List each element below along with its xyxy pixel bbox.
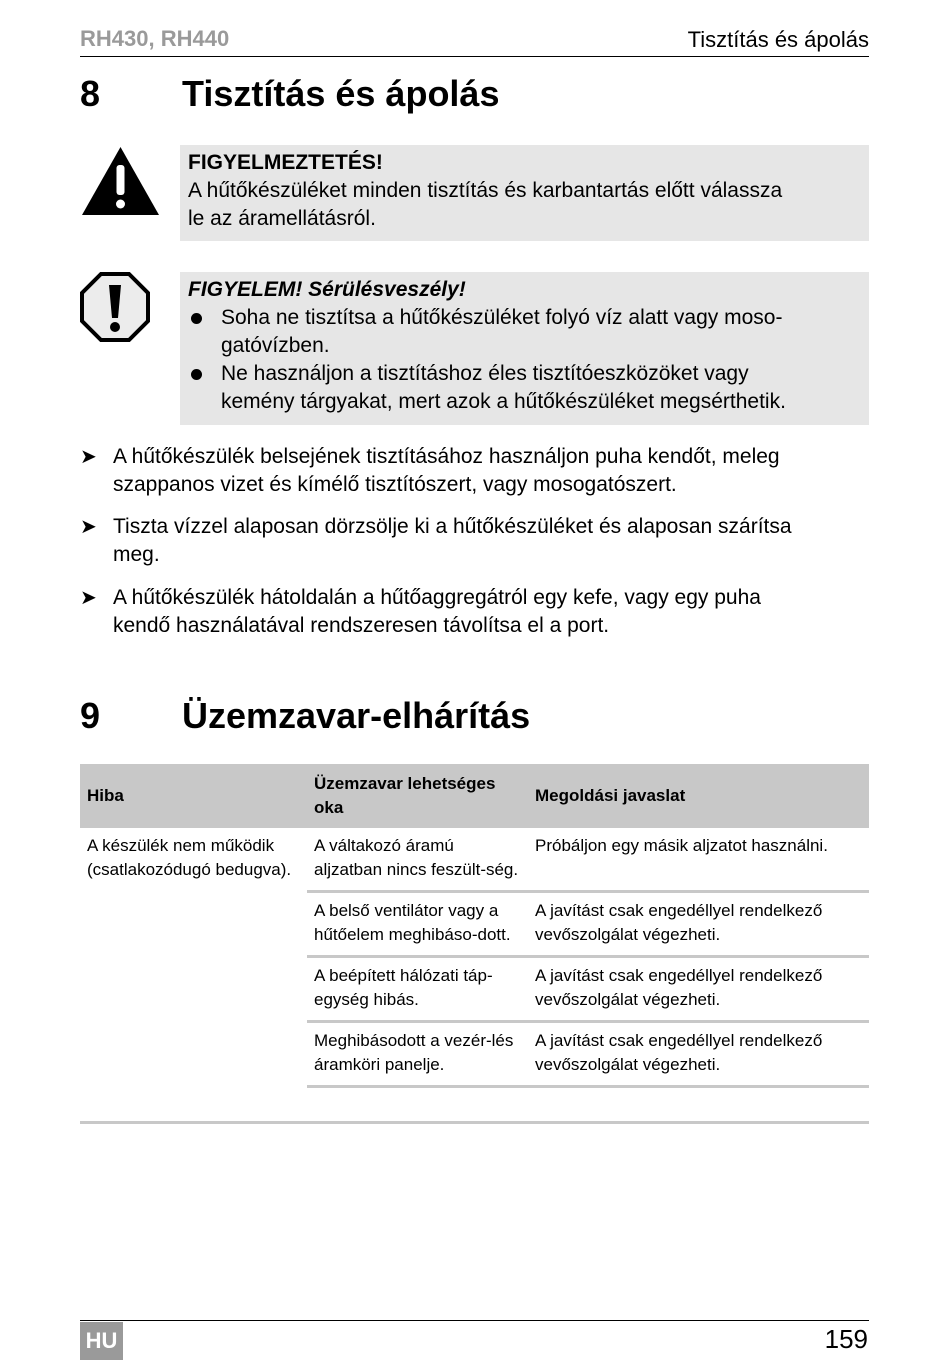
- bullet-icon: [191, 369, 202, 380]
- section-title: Üzemzavar-elhárítás: [182, 695, 531, 736]
- cause-cell: A váltakozó áramú aljzatban nincs feszült-ség.: [314, 836, 519, 879]
- section-title: Tisztítás és ápolás: [182, 73, 500, 114]
- cause-cell: A beépített hálózati táp-egység hibás.: [307, 957, 528, 1022]
- warning-box: [180, 145, 869, 241]
- caution-item-line: Soha ne tisztítsa a hűtőkészüléket folyó víz alatt vagy moso-: [221, 306, 783, 329]
- section-number: 8: [80, 73, 101, 114]
- column-header-fault: Hiba: [80, 764, 307, 828]
- step-line: meg.: [113, 543, 160, 566]
- table-bottom-rule: [80, 1121, 869, 1124]
- step-line: A hűtőkészülék belsejének tisztításához használjon puha kendőt, meleg: [113, 445, 780, 468]
- instruction-step: [80, 584, 869, 640]
- troubleshooting-table: [80, 764, 869, 1088]
- arrow-right-icon: ➤: [80, 516, 97, 538]
- solution-cell: A javítást csak engedéllyel rendelkező vevőszolgálat végezheti.: [528, 1022, 869, 1087]
- step-line: A hűtőkészülék hátoldalán a hűtőaggregátról egy kefe, vagy egy puha: [113, 586, 761, 609]
- solution-cell: Próbáljon egy másik aljzatot használni.: [535, 836, 828, 855]
- section-number: 9: [80, 695, 101, 736]
- instruction-step: [80, 513, 869, 569]
- running-chapter-title: Tisztítás és ápolás: [687, 27, 869, 52]
- caution-item-line: Ne használjon a tisztításhoz éles tisztítóeszközöket vagy: [221, 362, 749, 385]
- solution-cell: A javítást csak engedéllyel rendelkező vevőszolgálat végezheti.: [528, 892, 869, 957]
- caution-heading: FIGYELEM! Sérülésveszély!: [188, 278, 466, 301]
- cause-cell: Meghibásodott a vezér-lés áramköri panelje.: [307, 1022, 528, 1087]
- column-header-solution: Megoldási javaslat: [528, 764, 869, 828]
- warning-heading: FIGYELMEZTETÉS!: [188, 151, 383, 174]
- caution-octagon-icon: [80, 272, 150, 342]
- caution-box: [180, 272, 869, 425]
- caution-list: [188, 304, 861, 416]
- fault-cell: A készülék nem működik (csatlakozódugó bedugva).: [87, 836, 292, 879]
- warning-text-line: le az áramellátásról.: [188, 207, 376, 230]
- column-header-cause: Üzemzavar lehetséges oka: [307, 764, 528, 828]
- document-model: RH430, RH440: [80, 26, 230, 51]
- caution-item: [188, 360, 861, 416]
- step-line: kendő használatával rendszeresen távolítsa el a port.: [113, 614, 610, 637]
- bullet-icon: [191, 313, 202, 324]
- footer-divider: [80, 1320, 869, 1321]
- warning-text-line: A hűtőkészüléket minden tisztítás és karbantartás előtt válassza: [188, 179, 783, 202]
- step-line: szappanos vizet és kímélő tisztítószert, vagy mosogatószert.: [113, 473, 677, 496]
- caution-item-line: kemény tárgyakat, mert azok a hűtőkészüléket megsérthetik.: [221, 390, 786, 413]
- header-divider: [80, 56, 869, 57]
- caution-item-line: gatóvízben.: [221, 334, 330, 357]
- cause-cell: A belső ventilátor vagy a hűtőelem meghibáso-dott.: [307, 892, 528, 957]
- step-line: Tiszta vízzel alaposan dörzsölje ki a hűtőkészüléket és alaposan szárítsa: [113, 515, 792, 538]
- language-badge: HU: [80, 1322, 123, 1360]
- instruction-step: [80, 443, 869, 499]
- arrow-right-icon: ➤: [80, 446, 97, 468]
- page-number: 159: [824, 1324, 868, 1354]
- solution-cell: A javítást csak engedéllyel rendelkező vevőszolgálat végezheti.: [528, 957, 869, 1022]
- table-row: [80, 828, 869, 892]
- table-header-row: [80, 764, 869, 828]
- arrow-right-icon: ➤: [80, 587, 97, 609]
- warning-triangle-icon: [80, 145, 161, 217]
- caution-item: [188, 304, 861, 360]
